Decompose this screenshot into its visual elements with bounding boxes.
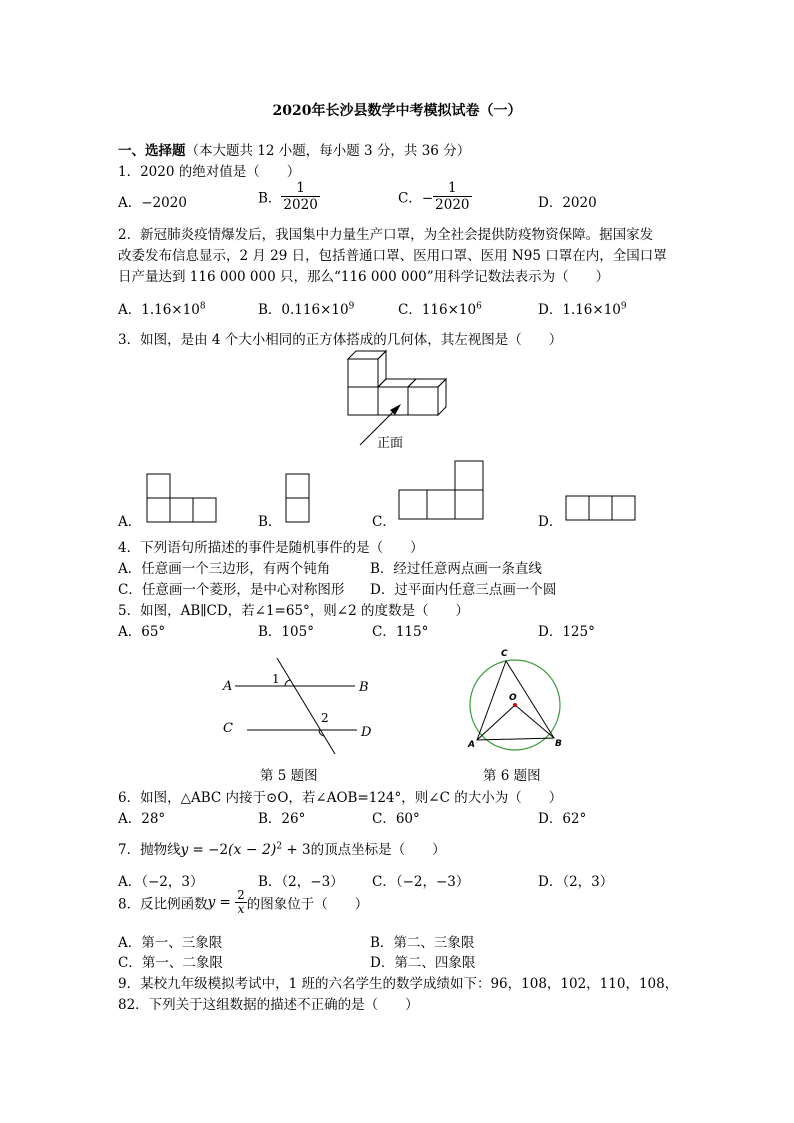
- segment-ob: [515, 705, 554, 738]
- q2-option-c: [398, 298, 482, 318]
- bottom-cube-1-front: [348, 387, 378, 415]
- q8-prefix: 8．反比例函数: [118, 896, 208, 913]
- angle-1-label: 1: [272, 672, 280, 686]
- bottom-top-face-1: [378, 379, 416, 387]
- label-o: O: [509, 693, 517, 703]
- q1-option-c-fraction: [433, 180, 471, 213]
- bottom-top-face-2: [408, 379, 446, 387]
- q2-option-d: [538, 298, 627, 318]
- q1-option-b-denominator: 2020: [283, 197, 318, 213]
- q2-option-d-base: D．1.16×10: [538, 302, 621, 318]
- top-cube-top-face: [348, 351, 386, 359]
- q7-constant: + 3: [282, 842, 311, 858]
- q7-suffix: 的顶点坐标是（ ）: [310, 842, 446, 858]
- label-d: D: [361, 725, 372, 740]
- q7-prefix: 7．抛物线: [118, 842, 181, 858]
- q3-stem: 3．如图，是由 4 个大小相同的正方体搭成的几何体，其左视图是（ ）: [118, 332, 563, 348]
- angle-2-label: 2: [321, 711, 329, 725]
- bottom-cube-3-front: [408, 387, 438, 415]
- q3-option-c-view: [398, 460, 486, 522]
- q4-option-b: B．经过任意两点画一条直线: [370, 561, 542, 577]
- q1-option-b-fraction: [281, 180, 319, 213]
- label-a: A: [468, 740, 475, 750]
- q1-option-c-numerator: 1: [433, 180, 471, 197]
- q1-option-a: A．−2020: [118, 195, 187, 211]
- q5-stem: 5．如图，AB∥CD，若∠1=65°，则∠2 的度数是（ ）: [118, 603, 469, 619]
- angle-1-arc: [285, 680, 290, 686]
- q8-equals: =: [215, 894, 236, 911]
- q8-numerator: 2: [237, 888, 245, 902]
- q8-var-y: y: [207, 894, 216, 911]
- q7-coefficient: = −2: [188, 842, 229, 858]
- q4-option-c: C．任意画一个菱形，是中心对称图形: [118, 582, 345, 598]
- q2-option-b: [258, 298, 354, 318]
- label-c: C: [501, 649, 508, 659]
- figure-6-caption: 第 6 题图: [483, 768, 541, 784]
- q3-option-d-label: D．: [538, 514, 563, 530]
- q6-option-b: B．26°: [258, 811, 306, 827]
- q8-option-c: C．第一、二象限: [118, 955, 223, 971]
- label-c: C: [223, 721, 233, 736]
- section-title: 一、选择题: [118, 143, 186, 159]
- q5-option-d: D．125°: [538, 624, 595, 640]
- q9-line-2: 82．下列关于这组数据的描述不正确的是（ ）: [118, 997, 419, 1013]
- q6-stem: 6．如图，△ABC 内接于⊙O，若∠AOB=124°，则∠C 的大小为（ ）: [118, 790, 563, 806]
- q2-option-d-exponent: 9: [620, 301, 627, 312]
- q2-option-b-exponent: 9: [348, 301, 355, 312]
- q6-option-d: D．62°: [538, 811, 587, 827]
- figure-5: [215, 650, 385, 760]
- q7-parenthesis: (x − 2): [228, 842, 277, 858]
- page-title: 2020年长沙县数学中考模拟试卷（一）: [272, 103, 522, 119]
- q8-suffix: 的图象位于（ ）: [246, 896, 369, 913]
- q7-exponent: 2: [276, 841, 283, 852]
- q7-option-b: B．（2，−3）: [258, 874, 344, 890]
- q8-denominator: x: [237, 902, 245, 916]
- q1-option-d: D．2020: [538, 195, 597, 211]
- bottom-right-side-face: [438, 379, 446, 415]
- q7-option-d: D．（2，3）: [538, 874, 614, 890]
- q5-option-b: B．105°: [258, 624, 314, 640]
- q2-line-2: 改委发布信息显示，2 月 29 日，包括普通口罩、医用口罩、医用 N95 口罩在内，全国口罩: [118, 248, 667, 264]
- q2-line-3: 日产量达到 116 000 000 只，那么“116 000 000”用科学记数法表示为（ ）: [118, 269, 610, 285]
- figure-5-caption: 第 5 题图: [260, 768, 318, 784]
- q5-option-a: A．65°: [118, 624, 166, 640]
- q2-option-a-exponent: 8: [199, 301, 206, 312]
- q3-option-b-label: B．: [258, 514, 282, 530]
- q1-option-b-numerator: 1: [281, 180, 319, 197]
- label-a: A: [223, 679, 233, 694]
- q8-option-a: A．第一、三象限: [118, 935, 223, 951]
- q8-stem: [118, 889, 368, 916]
- figure-6: [460, 645, 570, 755]
- q3-option-b-view: [285, 473, 311, 525]
- q2-line-1: 2．新冠肺炎疫情爆发后，我国集中力量生产口罩，为全社会提供防疫物资保障。据国家发: [118, 227, 654, 243]
- q1-stem: 1．2020 的绝对值是（ ）: [118, 164, 301, 180]
- q8-option-b: B．第二、三象限: [370, 935, 475, 951]
- label-b: B: [359, 680, 369, 695]
- q9-line-1: 9．某校九年级模拟考试中，1 班的六名学生的数学成绩如下：96，108，102，110，108，: [118, 976, 679, 992]
- q4-stem: 4．下列语句所描述的事件是随机事件的是（ ）: [118, 540, 424, 556]
- q3-option-d-view: [565, 495, 637, 523]
- q7-option-c: C．（−2，−3）: [372, 874, 470, 890]
- q8-option-d: D．第二、四象限: [370, 955, 476, 971]
- q5-option-c: C．115°: [372, 624, 429, 640]
- section-heading: [118, 139, 470, 159]
- label-b: B: [555, 739, 562, 749]
- q3-option-a-view: [146, 473, 218, 525]
- q1-option-c-denominator: 2020: [435, 197, 470, 213]
- q2-option-a: [118, 298, 206, 318]
- q2-option-b-base: B．0.116×10: [258, 302, 349, 318]
- q3-option-a-label: A．: [118, 514, 142, 530]
- top-cube-side-face: [378, 351, 386, 387]
- segment-oa: [477, 705, 515, 740]
- center-point: [513, 703, 517, 707]
- section-note: （本大题共 12 小题，每小题 3 分，共 36 分）: [185, 143, 471, 159]
- q1-option-b: [258, 180, 320, 213]
- q4-option-a: A．任意画一个三边形，有两个钝角: [118, 561, 331, 577]
- q6-option-c: C．60°: [372, 811, 420, 827]
- top-cube-front: [348, 359, 378, 387]
- q1-option-c: [398, 180, 472, 213]
- q7-option-a: A．（−2，3）: [118, 874, 204, 890]
- q3-option-c-label: C．: [372, 514, 396, 530]
- q2-option-a-base: A．1.16×10: [118, 302, 200, 318]
- q7-var-y: y: [180, 842, 189, 858]
- transversal: [277, 658, 335, 754]
- q7-stem: [118, 838, 446, 858]
- q4-option-d: D．过平面内任意三点画一个圆: [370, 582, 557, 598]
- q6-option-a: A．28°: [118, 811, 166, 827]
- q8-fraction: [235, 889, 247, 916]
- q3-front-label: 正面: [377, 436, 404, 451]
- q1-option-b-label: B．: [258, 190, 282, 207]
- q2-option-c-exponent: 6: [476, 301, 482, 312]
- q2-option-c-base: C．116×10: [398, 302, 477, 318]
- q1-option-c-label: C．−: [398, 190, 434, 207]
